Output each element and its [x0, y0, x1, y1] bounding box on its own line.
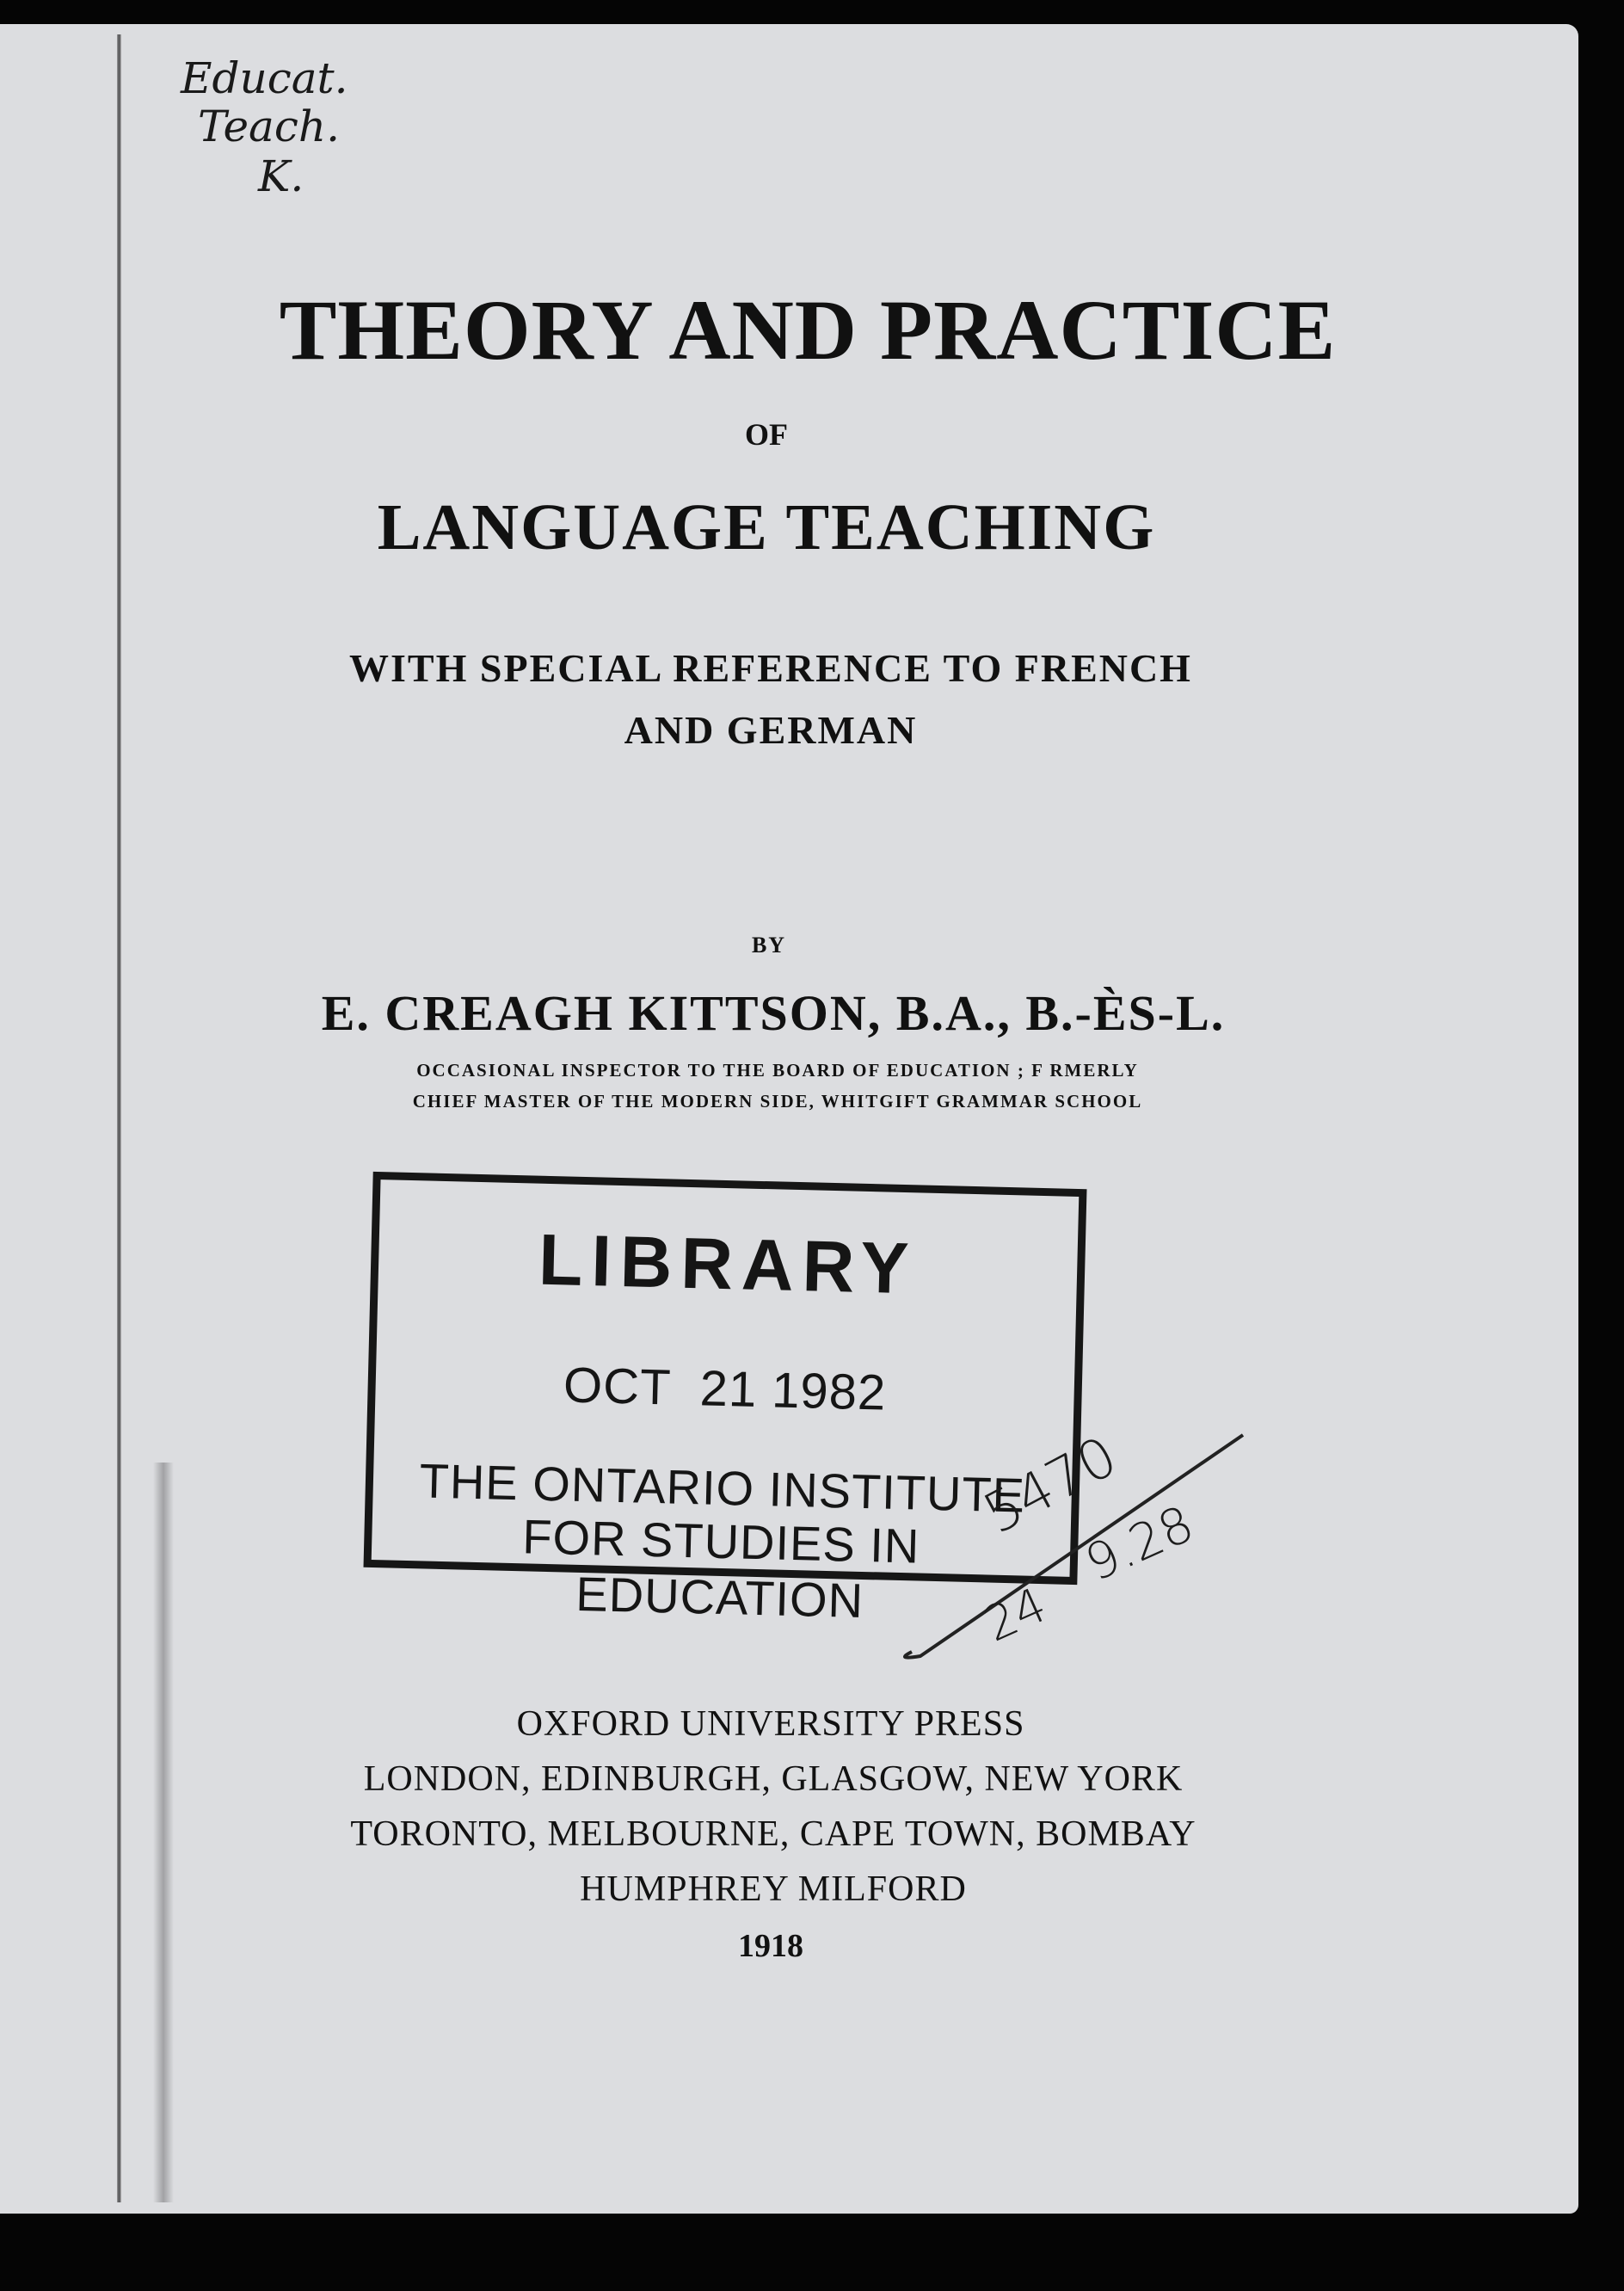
- stamp-institution-line-2: FOR STUDIES IN EDUCATION: [521, 1509, 921, 1629]
- author-credentials-line-1: OCCASIONAL INSPECTOR TO THE BOARD OF EDUCATION ; F RMERLY: [416, 1060, 1139, 1081]
- stamp-heading: LIBRARY: [538, 1218, 919, 1309]
- publisher-line-4: HUMPHREY MILFORD: [580, 1869, 967, 1909]
- stamp-date: OCT 21 1982: [563, 1357, 888, 1421]
- byline: BY: [751, 933, 787, 958]
- pencil-date: 9.28: [1076, 1493, 1203, 1593]
- subtitle-line-2: AND GERMAN: [624, 708, 918, 752]
- publication-year: 1918: [738, 1928, 803, 1964]
- handwritten-note-line-1: Educat.: [181, 53, 348, 103]
- title-line-2: OF: [745, 417, 788, 452]
- publisher-line-1: OXFORD UNIVERSITY PRESS: [516, 1704, 1025, 1744]
- title-line-1: THEORY AND PRACTICE: [279, 282, 1337, 378]
- author-name: E. CREAGH KITTSON, B.A., B.-ÈS-L.: [321, 985, 1226, 1041]
- pencil-number: 5470: [974, 1425, 1128, 1547]
- publisher-line-2: LONDON, EDINBURGH, GLASGOW, NEW YORK: [363, 1759, 1184, 1799]
- author-credentials-line-2: CHIEF MASTER OF THE MODERN SIDE, WHITGIFT GRAMMAR SCHOOL: [412, 1091, 1143, 1112]
- pencil-prefix: 24: [975, 1577, 1055, 1654]
- stamp-institution-line-1: THE ONTARIO INSTITUTE: [419, 1453, 1026, 1523]
- title-line-3: LANGUAGE TEACHING: [377, 491, 1156, 564]
- handwritten-note-line-3: K.: [258, 151, 304, 201]
- publisher-line-3: TORONTO, MELBOURNE, CAPE TOWN, BOMBAY: [350, 1814, 1196, 1854]
- handwritten-note-line-2: Teach.: [198, 102, 340, 151]
- subtitle-line-1: WITH SPECIAL REFERENCE TO FRENCH: [349, 646, 1192, 690]
